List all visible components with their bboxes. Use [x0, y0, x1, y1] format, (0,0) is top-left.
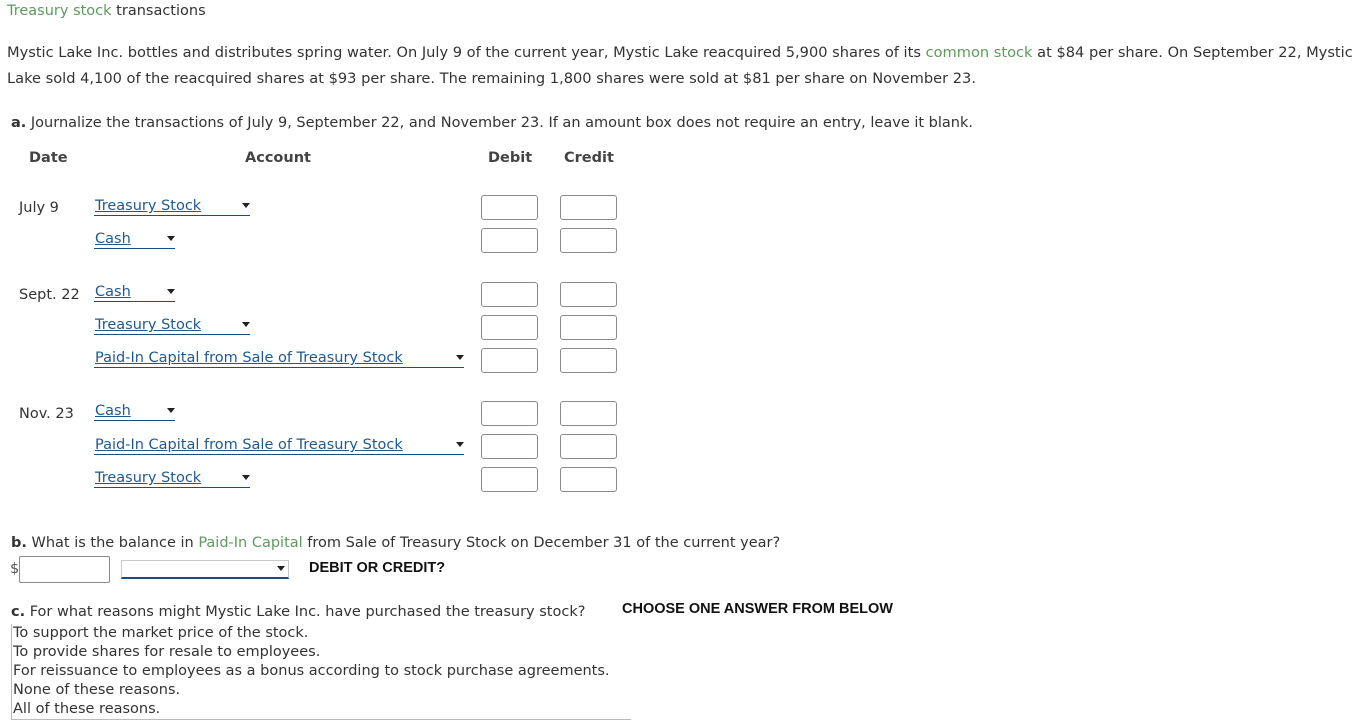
- credit-input[interactable]: [560, 434, 617, 459]
- list-item[interactable]: None of these reasons.: [11, 681, 631, 700]
- account-select-value: Treasury Stock: [95, 470, 202, 486]
- account-select-value: Treasury Stock: [95, 317, 202, 333]
- account-select[interactable]: [94, 402, 175, 421]
- debit-input[interactable]: [481, 348, 538, 373]
- credit-input[interactable]: [560, 315, 617, 340]
- debit-input[interactable]: [481, 467, 538, 492]
- account-select-value: Cash: [95, 403, 131, 419]
- part-b-question: [11, 535, 780, 551]
- reasons-listbox[interactable]: [11, 624, 631, 720]
- debit-input[interactable]: [481, 315, 538, 340]
- account-select[interactable]: [94, 349, 464, 368]
- account-select-value: Paid-In Capital from Sale of Treasury Stock: [95, 437, 403, 453]
- credit-input[interactable]: [560, 467, 617, 492]
- part-c-question: [11, 604, 585, 620]
- account-select-value: Cash: [95, 284, 131, 300]
- chevron-down-icon: [242, 203, 250, 208]
- debit-input[interactable]: [481, 401, 538, 426]
- balance-input[interactable]: [19, 556, 110, 583]
- intro-text-2: at $84 per share. On September 22, Mystic Lake sold 4,100 of the reacquired shares at $93 per share. The remaining 1,800 shares were sold at $81 per share on November 23.: [7, 44, 1353, 87]
- date-header: Date: [29, 150, 68, 166]
- intro-text-1: Mystic Lake Inc. bottles and distributes spring water. On July 9 of the current year, Mystic Lake reacquired 5,900 shares of its: [7, 44, 926, 61]
- debit-input[interactable]: [481, 434, 538, 459]
- account-select[interactable]: [94, 436, 464, 455]
- account-select-value: Paid-In Capital from Sale of Treasury Stock: [95, 350, 403, 366]
- credit-header: Credit: [564, 150, 614, 166]
- part-c-letter: c.: [11, 604, 26, 620]
- debit-input[interactable]: [481, 228, 538, 253]
- part-b-letter: b.: [11, 535, 27, 551]
- part-c-text: For what reasons might Mystic Lake Inc. have purchased the treasury stock?: [29, 604, 586, 620]
- credit-input[interactable]: [560, 228, 617, 253]
- chevron-down-icon: [456, 442, 464, 447]
- account-select[interactable]: [94, 283, 175, 302]
- list-item[interactable]: To provide shares for resale to employees.: [11, 643, 631, 662]
- page-title: [7, 3, 206, 19]
- chevron-down-icon: [167, 236, 175, 241]
- chevron-down-icon: [277, 566, 285, 571]
- list-item[interactable]: To support the market price of the stock.: [11, 624, 631, 643]
- debit-or-credit-label: DEBIT OR CREDIT?: [309, 560, 446, 576]
- account-select-value: Treasury Stock: [95, 198, 202, 214]
- treasury-stock-link[interactable]: Treasury stock: [7, 3, 112, 19]
- chevron-down-icon: [242, 322, 250, 327]
- account-select[interactable]: [94, 230, 175, 249]
- entry-date: Sept. 22: [19, 287, 80, 303]
- part-a-text: Journalize the transactions of July 9, September 22, and November 23. If an amount box does not require an entry, leave it blank.: [30, 115, 973, 131]
- entry-date: July 9: [19, 200, 59, 216]
- title-rest: transactions: [111, 3, 206, 19]
- credit-input[interactable]: [560, 348, 617, 373]
- currency-symbol: $: [10, 561, 20, 577]
- chevron-down-icon: [167, 289, 175, 294]
- account-select[interactable]: [94, 197, 250, 216]
- common-stock-link[interactable]: common stock: [925, 44, 1033, 61]
- debit-input[interactable]: [481, 282, 538, 307]
- credit-input[interactable]: [560, 195, 617, 220]
- list-item[interactable]: All of these reasons.: [11, 700, 631, 719]
- chevron-down-icon: [167, 408, 175, 413]
- problem-statement: [7, 40, 1359, 92]
- credit-input[interactable]: [560, 401, 617, 426]
- account-select-value: Cash: [95, 231, 131, 247]
- debit-header: Debit: [488, 150, 533, 166]
- list-item[interactable]: For reissuance to employees as a bonus according to stock purchase agreements.: [11, 662, 631, 681]
- part-a-question: [11, 115, 973, 131]
- entry-date: Nov. 23: [19, 406, 74, 422]
- account-select[interactable]: [94, 316, 250, 335]
- account-header: Account: [245, 150, 311, 166]
- credit-input[interactable]: [560, 282, 617, 307]
- part-a-letter: a.: [11, 115, 27, 131]
- paid-in-capital-link[interactable]: Paid-In Capital: [198, 535, 303, 551]
- account-select[interactable]: [94, 469, 250, 488]
- debit-credit-select[interactable]: [121, 560, 289, 579]
- debit-input[interactable]: [481, 195, 538, 220]
- chevron-down-icon: [242, 475, 250, 480]
- chevron-down-icon: [456, 355, 464, 360]
- part-b-text-2: from Sale of Treasury Stock on December 31 of the current year?: [302, 535, 781, 551]
- part-c-instruction: CHOOSE ONE ANSWER FROM BELOW: [622, 601, 893, 617]
- part-b-text-1: What is the balance in: [31, 535, 199, 551]
